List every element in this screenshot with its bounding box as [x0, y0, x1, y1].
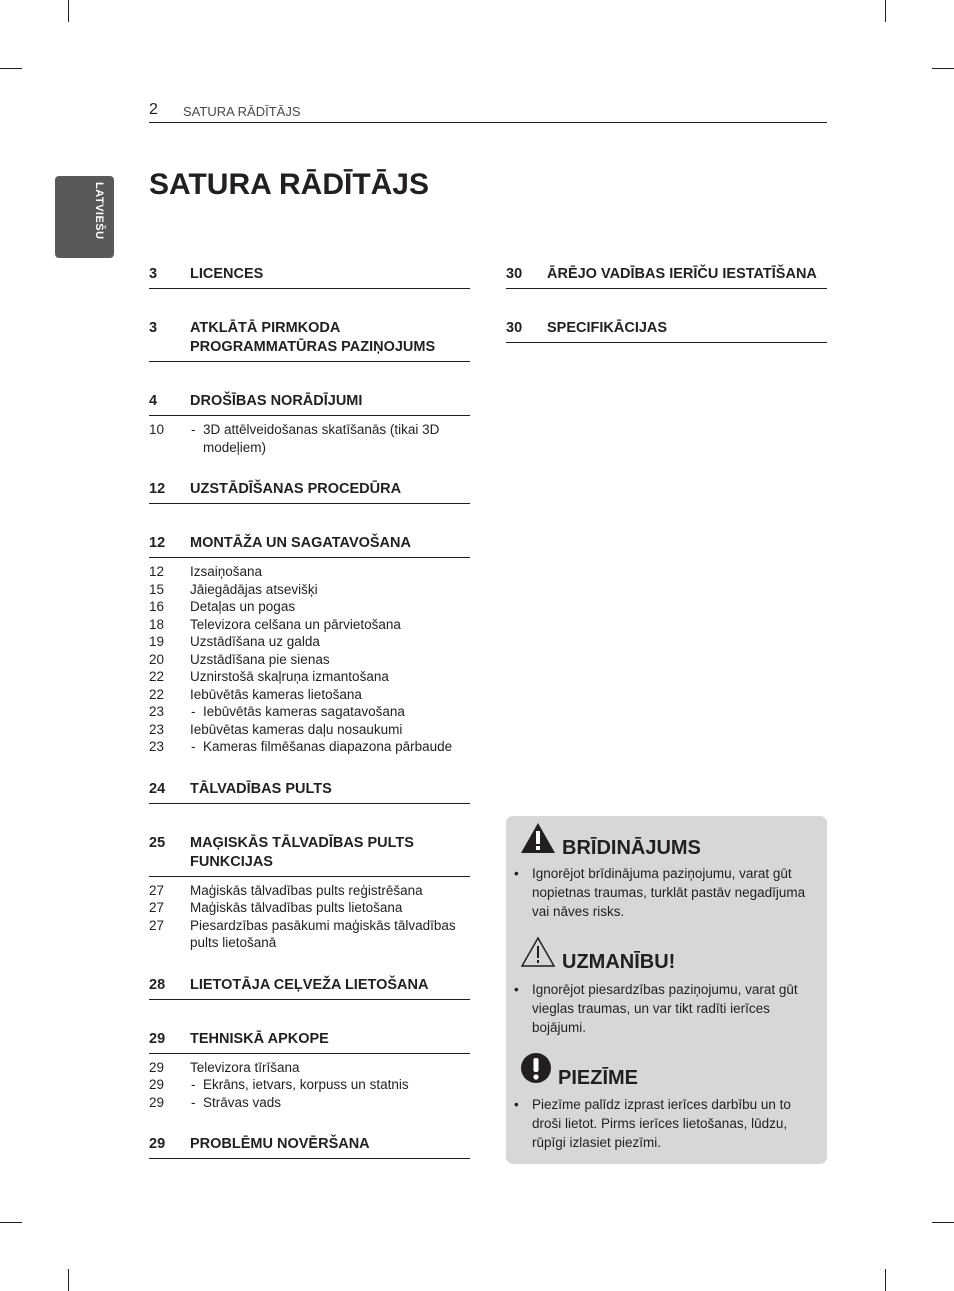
bullet: •: [514, 1097, 519, 1112]
toc-subentry-page: 27: [149, 882, 165, 898]
toc-subentry: [149, 1059, 470, 1077]
toc-subentry-page: 23: [149, 704, 165, 719]
toc-subentry-page: 20: [149, 651, 165, 667]
toc-section: [149, 1132, 470, 1159]
notice-note-label: PIEZĪME: [558, 1067, 639, 1089]
toc-subentry: [149, 651, 470, 669]
toc-subentry-title: Detaļas un pogas: [190, 599, 296, 614]
dash-marker: -: [191, 704, 196, 719]
notice-box: [506, 816, 827, 1164]
toc-subentry-page: 22: [149, 669, 165, 684]
toc-subentries: [149, 1054, 470, 1112]
toc-section: [149, 389, 470, 416]
toc-subentry: [149, 686, 470, 704]
toc-subentry-title: Uzstādīšana pie sienas: [190, 651, 330, 667]
toc-section: [149, 316, 470, 362]
toc-gap: [149, 1000, 470, 1027]
toc-subentry-page: 29: [149, 1059, 165, 1075]
toc-subentry-page: 27: [149, 917, 165, 933]
toc-subentry-title: Uznirstošā skaļruņa izmantošana: [190, 669, 389, 684]
dash-marker: -: [191, 1094, 196, 1110]
notice-caution-body: [514, 980, 814, 1037]
toc-gap: [149, 804, 470, 831]
toc-subentry: [149, 563, 470, 581]
dash-marker: -: [191, 422, 196, 437]
toc-section-title: ATKLĀTĀ PIRMKODA PROGRAMMATŪRAS PAZIŅOJUMS: [190, 320, 436, 355]
toc-section: [149, 831, 470, 877]
toc-subentry: [149, 581, 470, 599]
toc-subentry-title: Ekrāns, ietvars, korpuss un statnis: [203, 1077, 409, 1092]
toc-subentry-title: Televizora celšana un pārvietošana: [190, 616, 401, 632]
toc-section-title: TĀLVADĪBAS PULTS: [190, 780, 332, 797]
toc-section-page: 3: [149, 320, 158, 336]
toc-section-page: 24: [149, 780, 166, 797]
toc-subentry: [149, 899, 470, 917]
toc-right-column: [506, 262, 827, 343]
crop-mark: [885, 0, 886, 22]
toc-subentry-title: Uzstādīšana uz galda: [190, 634, 320, 649]
bullet: •: [514, 866, 519, 881]
notice-warning-text: Ignorējot brīdinājuma paziņojumu, varat gūt nopietnas traumas, turklāt pastāv negadījuma vai nāves risks.: [532, 866, 806, 919]
toc-subentry: [149, 917, 470, 952]
toc-section-title: UZSTĀDĪŠANAS PROCEDŪRA: [190, 481, 402, 497]
crop-mark: [885, 1269, 886, 1291]
toc-subentry-title: Kameras filmēšanas diapazona pārbaude: [203, 739, 453, 754]
language-tab-label: LATVIEŠU: [93, 182, 105, 240]
notice-caution-label: UZMANĪBU!: [562, 951, 676, 973]
toc-section-page: 3: [149, 266, 158, 282]
crop-mark: [932, 1222, 954, 1223]
toc-section-title: ĀRĒJO VADĪBAS IERĪČU IESTATĪŠANA: [547, 266, 817, 282]
toc-gap: [149, 504, 470, 531]
toc-subentry-page: 15: [149, 581, 165, 597]
toc-section-title: SPECIFIKĀCIJAS: [547, 320, 668, 336]
dash-marker: -: [191, 1077, 196, 1092]
toc-section: [149, 1027, 470, 1054]
bullet: •: [514, 982, 519, 997]
toc-subentries: [149, 877, 470, 952]
notice-warning-label: BRĪDINĀJUMS: [562, 837, 701, 859]
note-exclamation-icon: [520, 1052, 552, 1089]
toc-section: [149, 262, 470, 289]
toc-subentry-title: Iebūvētās kameras sagatavošana: [203, 704, 405, 719]
toc-section: [506, 262, 827, 289]
crop-mark: [0, 1222, 22, 1223]
toc-subentry: [149, 421, 470, 456]
toc-subentry: [149, 738, 470, 756]
toc-section-page: 4: [149, 393, 158, 409]
toc-subentry-title: Iebūvētas kameras daļu nosaukumi: [190, 721, 403, 737]
notice-note-body: [514, 1095, 814, 1152]
toc-gap: [506, 289, 827, 316]
toc-subentry-page: 18: [149, 616, 165, 632]
warning-triangle-icon: [520, 822, 556, 859]
page-number: 2: [149, 101, 158, 118]
toc-subentry: [149, 882, 470, 900]
toc-subentry: [149, 1076, 470, 1094]
toc-section-page: 25: [149, 834, 166, 851]
toc-subentry-page: 29: [149, 1094, 165, 1110]
toc-gap: [149, 1111, 470, 1132]
page-title: SATURA RĀDĪTĀJS: [149, 168, 430, 201]
notice-warning-heading: [520, 822, 701, 859]
toc-subentry-page: 22: [149, 686, 165, 702]
toc-subentry: [149, 1094, 470, 1112]
toc-subentry: [149, 616, 470, 634]
toc-subentry: [149, 703, 470, 721]
toc-section: [149, 531, 470, 558]
notice-note-text: Piezīme palīdz izprast ierīces darbību un to droši lietot. Pirms ierīces lietošanas, lūdzu, rūpīgi izlasiet piezīmi.: [532, 1097, 791, 1150]
toc-subentry: [149, 668, 470, 686]
crop-mark: [68, 0, 69, 22]
toc-left-column: [149, 262, 470, 1159]
toc-subentry-page: 16: [149, 599, 165, 614]
toc-subentry-page: 27: [149, 900, 165, 915]
toc-subentry-page: 19: [149, 634, 165, 649]
toc-subentry-title: Jāiegādājas atsevišķi: [190, 581, 318, 597]
toc-subentry-page: 23: [149, 739, 165, 754]
toc-section-page: 30: [506, 266, 523, 282]
toc-section-page: 12: [149, 535, 166, 551]
toc-section-title: DROŠĪBAS NORĀDĪJUMI: [190, 393, 363, 409]
toc-section: [149, 973, 470, 1000]
header-title: SATURA RĀDĪTĀJS: [183, 104, 301, 119]
toc-subentry: [149, 598, 470, 616]
toc-subentries: [149, 558, 470, 756]
toc-subentry-title: Televizora tīrīšana: [190, 1059, 300, 1075]
toc-subentry: [149, 721, 470, 739]
toc-subentries: [149, 416, 470, 456]
language-tab: [55, 176, 114, 258]
crop-mark: [0, 68, 22, 69]
toc-section-page: 28: [149, 976, 166, 993]
toc-subentry-title: Maģiskās tālvadības pults reģistrēšana: [190, 882, 423, 898]
toc-section-page: 29: [149, 1030, 166, 1047]
notice-caution-heading: [520, 936, 675, 973]
toc-subentry-title: 3D attēlveidošanas skatīšanās (tikai 3D modeļiem): [203, 422, 440, 455]
toc-section-page: 30: [506, 320, 523, 336]
toc-section-title: PROBLĒMU NOVĒRŠANA: [190, 1136, 370, 1152]
toc-subentry-page: 12: [149, 564, 165, 579]
dash-marker: -: [191, 739, 196, 754]
crop-mark: [68, 1269, 69, 1291]
toc-section-title: MONTĀŽA UN SAGATAVOŠANA: [190, 535, 411, 551]
toc-section-title: LIETOTĀJA CEĻVEŽA LIETOŠANA: [190, 976, 429, 993]
toc-section: [149, 477, 470, 504]
toc-section-title: TEHNISKĀ APKOPE: [190, 1030, 329, 1047]
toc-section-page: 29: [149, 1136, 166, 1152]
toc-section: [506, 316, 827, 343]
toc-gap: [149, 289, 470, 316]
toc-subentry-title: Piesardzības pasākumi maģiskās tālvadības pults lietošanā: [190, 917, 456, 950]
toc-subentry-title: Maģiskās tālvadības pults lietošana: [190, 900, 403, 915]
notice-note-heading: [520, 1052, 638, 1089]
toc-subentry-page: 23: [149, 721, 165, 737]
toc-gap: [149, 952, 470, 973]
toc-section-title: MAĢISKĀS TĀLVADĪBAS PULTS FUNKCIJAS: [190, 834, 414, 870]
toc-gap: [149, 362, 470, 389]
toc-subentry: [149, 633, 470, 651]
toc-subentry-title: Izsaiņošana: [190, 564, 263, 579]
toc-section-title: LICENCES: [190, 266, 264, 282]
toc-subentry-title: Strāvas vads: [203, 1094, 282, 1110]
toc-subentry-title: Iebūvētās kameras lietošana: [190, 686, 362, 702]
toc-gap: [149, 456, 470, 477]
page-header: [149, 101, 827, 123]
toc-section: [149, 777, 470, 804]
toc-subentry-page: 29: [149, 1077, 165, 1092]
toc-gap: [149, 756, 470, 777]
notice-caution-text: Ignorējot piesardzības paziņojumu, varat gūt vieglas traumas, un var tikt radīti ierīces bojājumi.: [532, 982, 798, 1035]
toc-section-page: 12: [149, 481, 166, 497]
caution-triangle-icon: [520, 936, 556, 973]
crop-mark: [932, 68, 954, 69]
toc-subentry-page: 10: [149, 422, 165, 437]
notice-warning-body: [514, 864, 814, 921]
